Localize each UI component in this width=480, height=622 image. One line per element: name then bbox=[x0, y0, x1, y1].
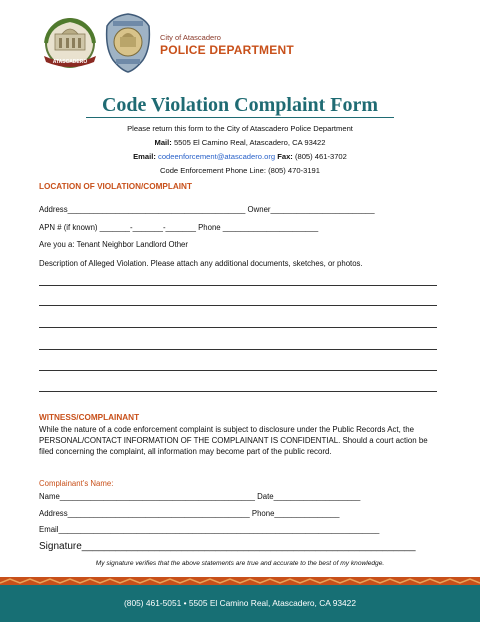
signature-field[interactable]: Signature____________________________________________________________ bbox=[39, 541, 416, 552]
witness-section-heading: WITNESS/COMPLAINANT bbox=[39, 413, 140, 422]
description-line[interactable] bbox=[39, 285, 437, 286]
complainant-email-field[interactable]: Email__________________________________________________________________________ bbox=[39, 525, 380, 534]
email-fax-line bbox=[0, 152, 480, 161]
email-link[interactable]: codeenforcement@atascadero.org bbox=[158, 152, 276, 161]
description-line[interactable] bbox=[39, 349, 437, 350]
confidentiality-paragraph: While the nature of a code enforcement complaint is subject to disclosure under the Public Records Act, the PERSONAL/CONTACT INFORMATION OF THE COMPLAINANT IS CONFIDENTIAL. Should a court action be filed concerning the complaint, all information may become part of the public record. bbox=[39, 425, 428, 456]
description-line[interactable] bbox=[39, 305, 437, 306]
complainant-name-date-field[interactable]: Name_____________________________________________ Date____________________ bbox=[39, 492, 361, 501]
are-you-a-options[interactable]: Are you a: Tenant Neighbor Landlord Other bbox=[39, 240, 188, 249]
footer-contact: (805) 461-5051 • 5505 El Camino Real, Atascadero, CA 93422 bbox=[124, 598, 356, 608]
complainant-name-label: Complainant’s Name: bbox=[39, 479, 114, 488]
complainant-address-phone-field[interactable]: Address__________________________________________ Phone_______________ bbox=[39, 509, 340, 518]
mail-label: Mail: bbox=[154, 138, 172, 147]
location-section-heading: LOCATION OF VIOLATION/COMPLAINT bbox=[39, 182, 192, 191]
fax-label: Fax: bbox=[277, 152, 293, 161]
signature-note: My signature verifies that the above statements are true and accurate to the best of my knowledge. bbox=[95, 560, 385, 567]
mail-line bbox=[0, 138, 480, 147]
fax-number: (805) 461-3702 bbox=[294, 152, 347, 161]
city-name: City of Atascadero bbox=[160, 33, 221, 42]
description-line[interactable] bbox=[39, 391, 437, 392]
mail-address: 5505 El Camino Real, Atascadero, CA 93422 bbox=[173, 138, 326, 147]
phone-line: Code Enforcement Phone Line: (805) 470-3191 bbox=[160, 166, 320, 175]
department-name: POLICE DEPARTMENT bbox=[160, 43, 294, 57]
seal-banner-text: ATASCADERO bbox=[52, 59, 88, 65]
description-line[interactable] bbox=[39, 327, 437, 328]
title-underline bbox=[86, 117, 394, 118]
description-line[interactable] bbox=[39, 370, 437, 371]
description-instruction: Description of Alleged Violation. Please attach any additional documents, sketches, or photos. bbox=[39, 259, 363, 268]
form-title: Code Violation Complaint Form bbox=[101, 94, 379, 116]
return-instructions: Please return this form to the City of Atascadero Police Department bbox=[127, 124, 353, 133]
police-badge-icon bbox=[103, 12, 153, 74]
email-label: Email: bbox=[133, 152, 156, 161]
city-seal-icon bbox=[38, 16, 102, 70]
location-address-owner-field[interactable]: Address_________________________________________ Owner________________________ bbox=[39, 205, 375, 214]
apn-phone-field[interactable]: APN # (if known) _______-_______-_______ Phone ______________________ bbox=[39, 223, 319, 232]
